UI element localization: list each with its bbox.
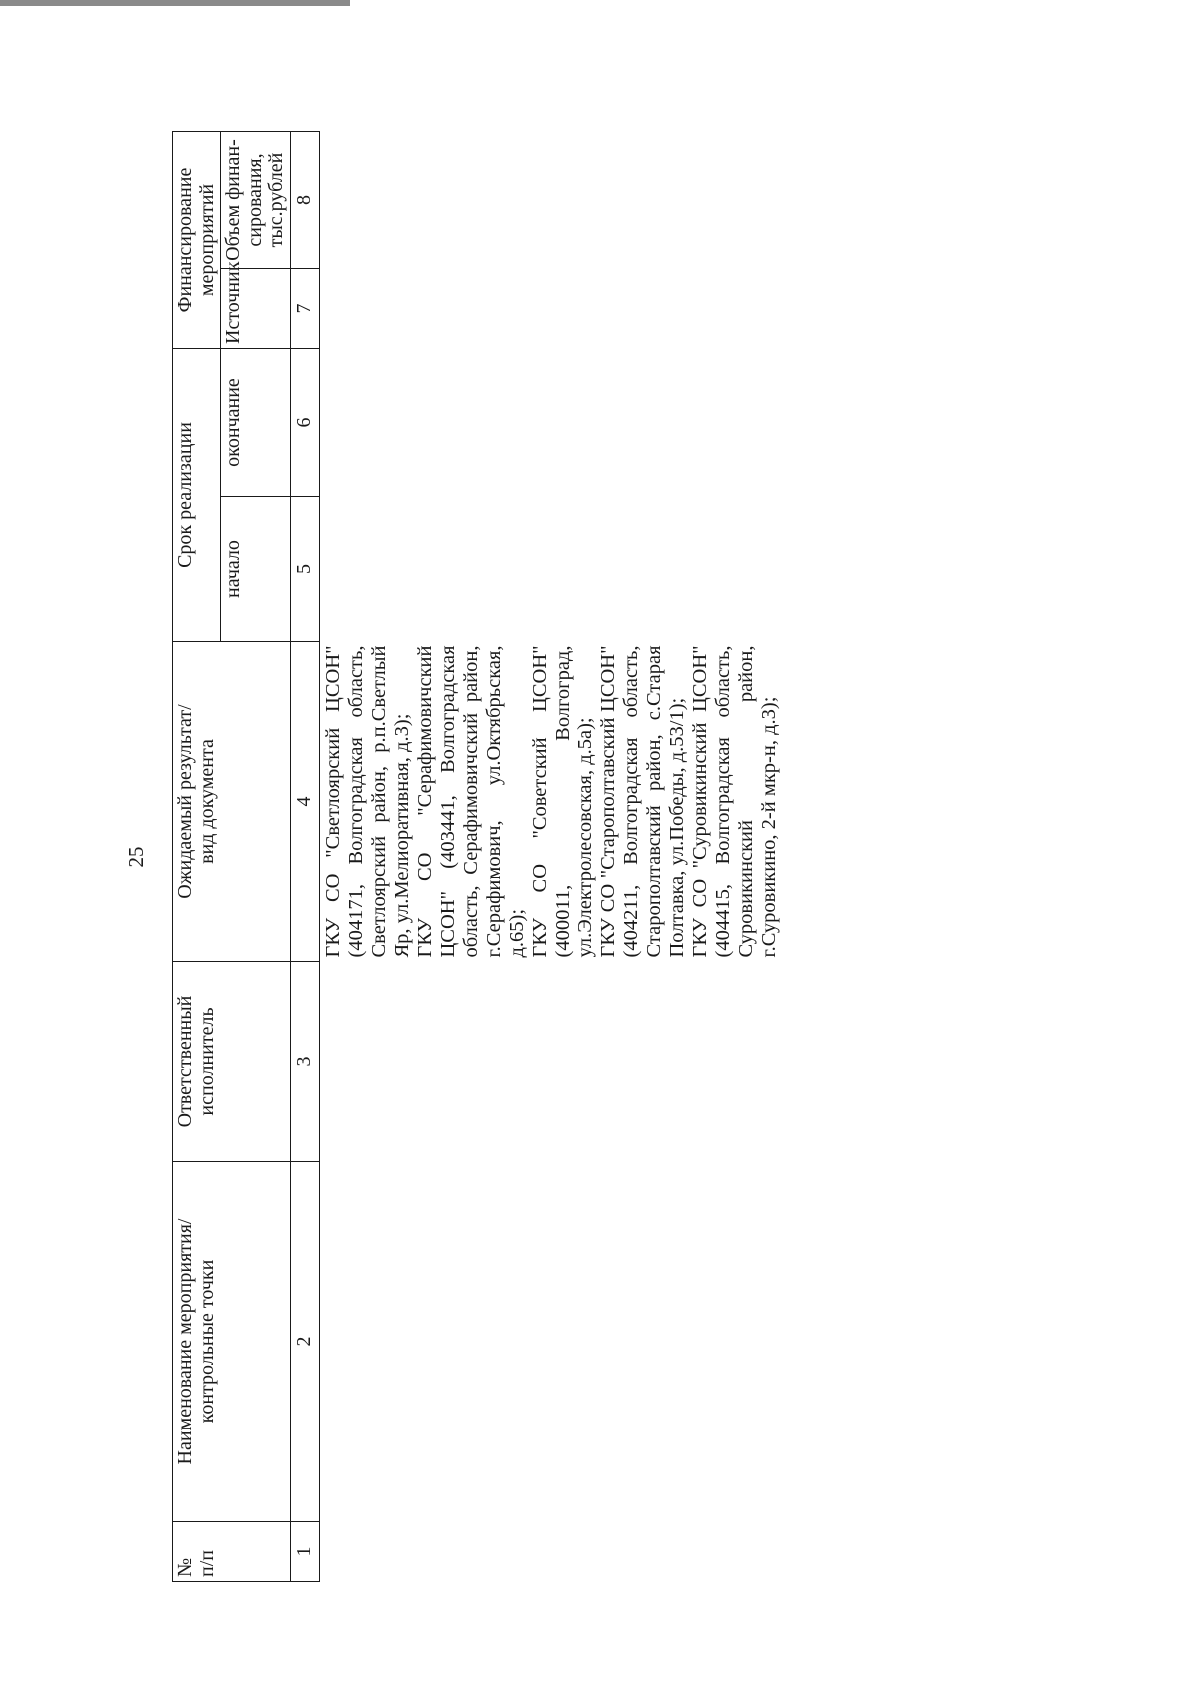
header-amount-label: Объем финан- сирования, тыс.рублей (222, 139, 288, 261)
header-end: окончание (221, 349, 291, 497)
header-finance-group (173, 132, 221, 349)
result-line: ГКУ СО "Серафимовичский ЦСОН" (403441, Волгоградская область, Серафимовичский район, г.Серафимович, ул.Октябрьская, д.65); (413, 645, 528, 958)
result-line: ГКУ СО "Советский ЦСОН" (400011, Волгоград, ул.Электролесовская, д.5а); (528, 645, 597, 958)
result-line: ГКУ СО "Старополтавский ЦСОН" (404211, Волгоградская область, Старополтавский район, с.Старая Полтавка, ул.Победы, д.53/1); (597, 645, 689, 958)
header-start: начало (221, 497, 291, 642)
action-plan-table (172, 131, 783, 1582)
header-result-label: Ожидаемый результат/ вид документа (174, 704, 218, 899)
column-number: 3 (290, 962, 319, 1162)
scan-edge (0, 0, 350, 6)
row-executor-cell (319, 962, 783, 1162)
row-end-cell (319, 349, 783, 497)
row-amount-cell (319, 132, 783, 269)
header-row (173, 132, 221, 1582)
header-result (173, 642, 291, 962)
header-executor-label: Ответственный исполнитель (174, 995, 218, 1128)
header-amount (221, 132, 291, 269)
table-row (319, 132, 783, 1582)
result-line: ГКУ СО "Суровикинский ЦСОН" (404415, Волгоградская область, Суровикинский район, г.Суровикино, 2-й мкр-н, д.3); (689, 645, 781, 958)
header-source: Источник (221, 269, 291, 349)
header-name (173, 1162, 291, 1522)
header-number-label: № п/п (174, 1550, 218, 1577)
row-number-cell (319, 1522, 783, 1582)
row-source-cell (319, 269, 783, 349)
rotated-page (124, 132, 1072, 1582)
header-term-group-label: Срок реализации (174, 422, 196, 568)
column-number: 4 (290, 642, 319, 962)
column-number: 5 (290, 497, 319, 642)
column-number: 8 (290, 132, 319, 269)
row-start-cell (319, 497, 783, 642)
row-name-cell (319, 1162, 783, 1522)
header-name-label: Наименование мероприятия/ контрольные точки (174, 1218, 218, 1465)
header-finance-group-label: Финансирование мероприятий (174, 167, 218, 313)
row-result-cell (319, 642, 783, 962)
column-number: 1 (290, 1522, 319, 1582)
column-number: 2 (290, 1162, 319, 1522)
column-numbers-row (290, 132, 319, 1582)
page-number: 25 (124, 846, 148, 868)
column-number: 6 (290, 349, 319, 497)
header-term-group (173, 349, 221, 642)
result-line: ГКУ СО "Светлоярский ЦСОН" (404171, Волгоградская область, Светлоярский район, р.п.Светлый Яр, ул.Мелиоративная, д.3); (321, 645, 413, 958)
header-number (173, 1522, 291, 1582)
column-number: 7 (290, 269, 319, 349)
header-executor (173, 962, 291, 1162)
